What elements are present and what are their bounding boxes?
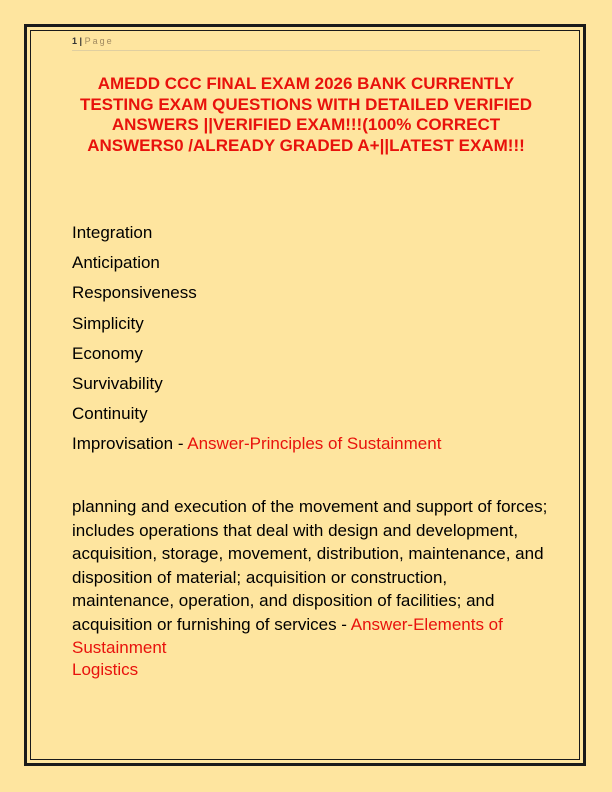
- page-header: [72, 36, 114, 46]
- answer-text: Answer-Principles of Sustainment: [187, 434, 442, 454]
- list-item: Anticipation: [72, 253, 160, 273]
- list-item: Economy: [72, 343, 143, 363]
- definition-paragraph: [72, 495, 552, 660]
- list-item: Continuity: [72, 404, 148, 424]
- header-divider: [72, 50, 540, 51]
- principles-list: [72, 222, 441, 464]
- document-title: AMEDD CCC FINAL EXAM 2026 BANK CURRENTLY TESTING EXAM QUESTIONS WITH DETAILED VERIFIED ANSWERS ||VERIFIED EXAM!!!(100% CORRECT ANSWERS0 /ALREADY GRADED A+||LATEST EXAM!!!: [79, 74, 533, 155]
- definition-text: planning and execution of the movement and support of forces; includes operations that deal with design and development, acquisition, storage, movement, distribution, maintenance, and disposition of material; acquisition or construction, maintenance, operation, and disposition of facilities; and acquisition or furnishing of services -: [72, 497, 548, 634]
- list-item: Survivability: [72, 373, 163, 393]
- list-item: Simplicity: [72, 313, 144, 333]
- page-number: 1: [72, 36, 78, 46]
- answer-text: Answer-Elements of Sustainment: [72, 614, 503, 657]
- header-separator: |: [79, 36, 83, 46]
- list-item: Improvisation -: [72, 434, 188, 454]
- logistics-term: Logistics: [72, 660, 139, 679]
- list-item: Integration: [72, 223, 153, 242]
- list-item-with-answer: [72, 433, 441, 463]
- page-label: Page: [84, 36, 114, 46]
- list-item: Responsiveness: [72, 283, 197, 303]
